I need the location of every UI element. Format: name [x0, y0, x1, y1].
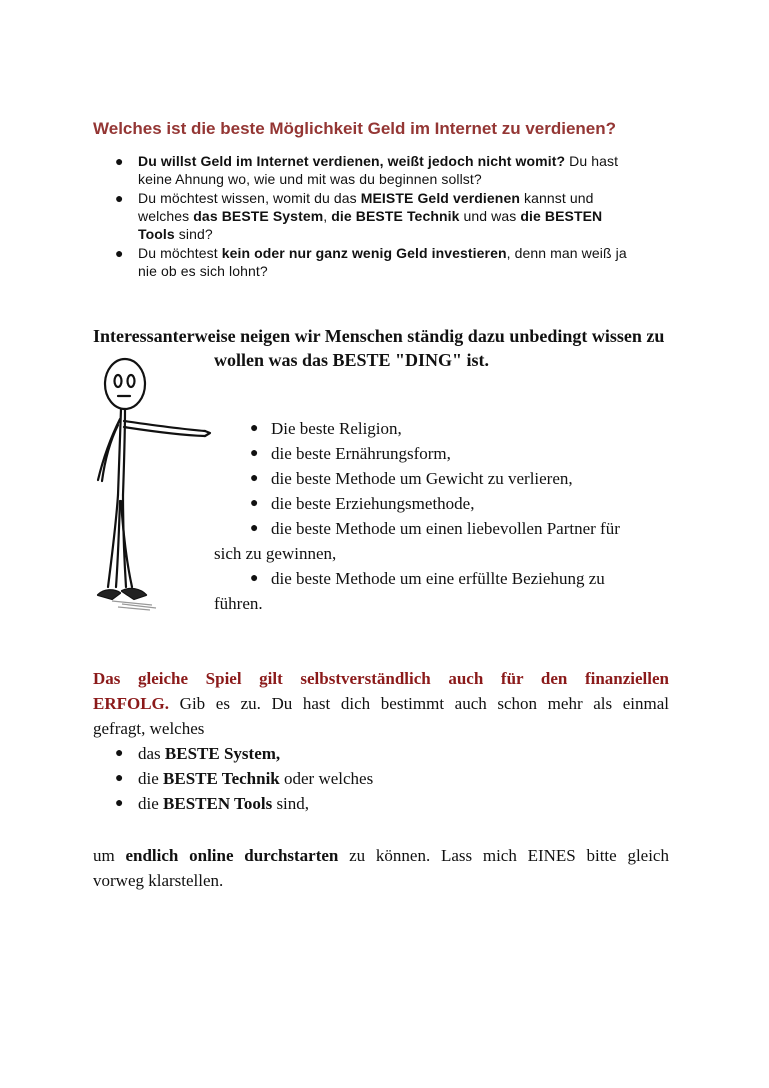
list-item-continuation: führen. [214, 594, 263, 613]
list-item: ● Du willst Geld im Internet verdienen, weißt jedoch nicht womit? Du hast keine Ahnung wo, wie und mit was du beginnen sollst? [115, 153, 619, 187]
heading-main: Welches ist die beste Möglichkeit Geld im Internet zu verdienen? [93, 119, 617, 138]
list-item: ● die BESTE Technik oder welches [93, 766, 653, 791]
list-item: ● die BESTEN Tools sind, [93, 791, 653, 816]
bullet-icon: ● [115, 796, 124, 811]
list-item: ● die beste Erziehungsmethode, [214, 491, 674, 516]
list-item: ● Die beste Religion, [214, 416, 674, 441]
heading-interest: Interessanterweise neigen wir Menschen ständig dazu unbedingt wissen zu wollen was das BESTE "DING" ist. [93, 326, 665, 370]
paragraph-success: Das gleiche Spiel gilt selbstverständlich auch für den finanziellen ERFOLG. Gib es zu. Du hast dich bestimmt auch schon mehr als einmal gefragt, welches [93, 669, 669, 738]
bullet-icon: ● [250, 471, 259, 486]
list-item: ● die beste Ernährungsform, [214, 441, 674, 466]
bullet-icon: ● [250, 521, 259, 536]
paragraph-closing: um endlich online durchstarten zu können. Lass mich EINES bitte gleich vorweg klarstellen. [93, 846, 669, 890]
bullet-icon: ● [250, 446, 259, 461]
list-item: ● das BESTE System, [93, 741, 653, 766]
bullet-icon: ● [115, 746, 124, 761]
stick-figure-illustration [92, 355, 212, 615]
system-list [93, 741, 653, 816]
list-item: ● die beste Methode um eine erfüllte Beziehung zu [214, 566, 674, 591]
bullet-icon: ● [115, 190, 124, 206]
bullet-icon: ● [250, 496, 259, 511]
list-item: ● die beste Methode um Gewicht zu verlieren, [214, 466, 674, 491]
question-list [93, 152, 683, 281]
list-item-continuation: sich zu gewinnen, [214, 544, 337, 563]
list-item: ● Du möchtest kein oder nur ganz wenig Geld investieren, denn man weiß ja nie ob es sich lohnt? [115, 245, 627, 279]
best-things-list [214, 416, 674, 616]
bullet-icon: ● [115, 771, 124, 786]
list-item: ● die beste Methode um einen liebevollen Partner für [214, 516, 674, 541]
bullet-icon: ● [115, 245, 124, 261]
bullet-icon: ● [250, 571, 259, 586]
bullet-icon: ● [250, 421, 259, 436]
bullet-icon: ● [115, 153, 124, 169]
list-item: ● Du möchtest wissen, womit du das MEISTE Geld verdienen kannst und welches das BESTE System, die BESTE Technik und was die BESTEN Tools sind? [115, 190, 603, 242]
